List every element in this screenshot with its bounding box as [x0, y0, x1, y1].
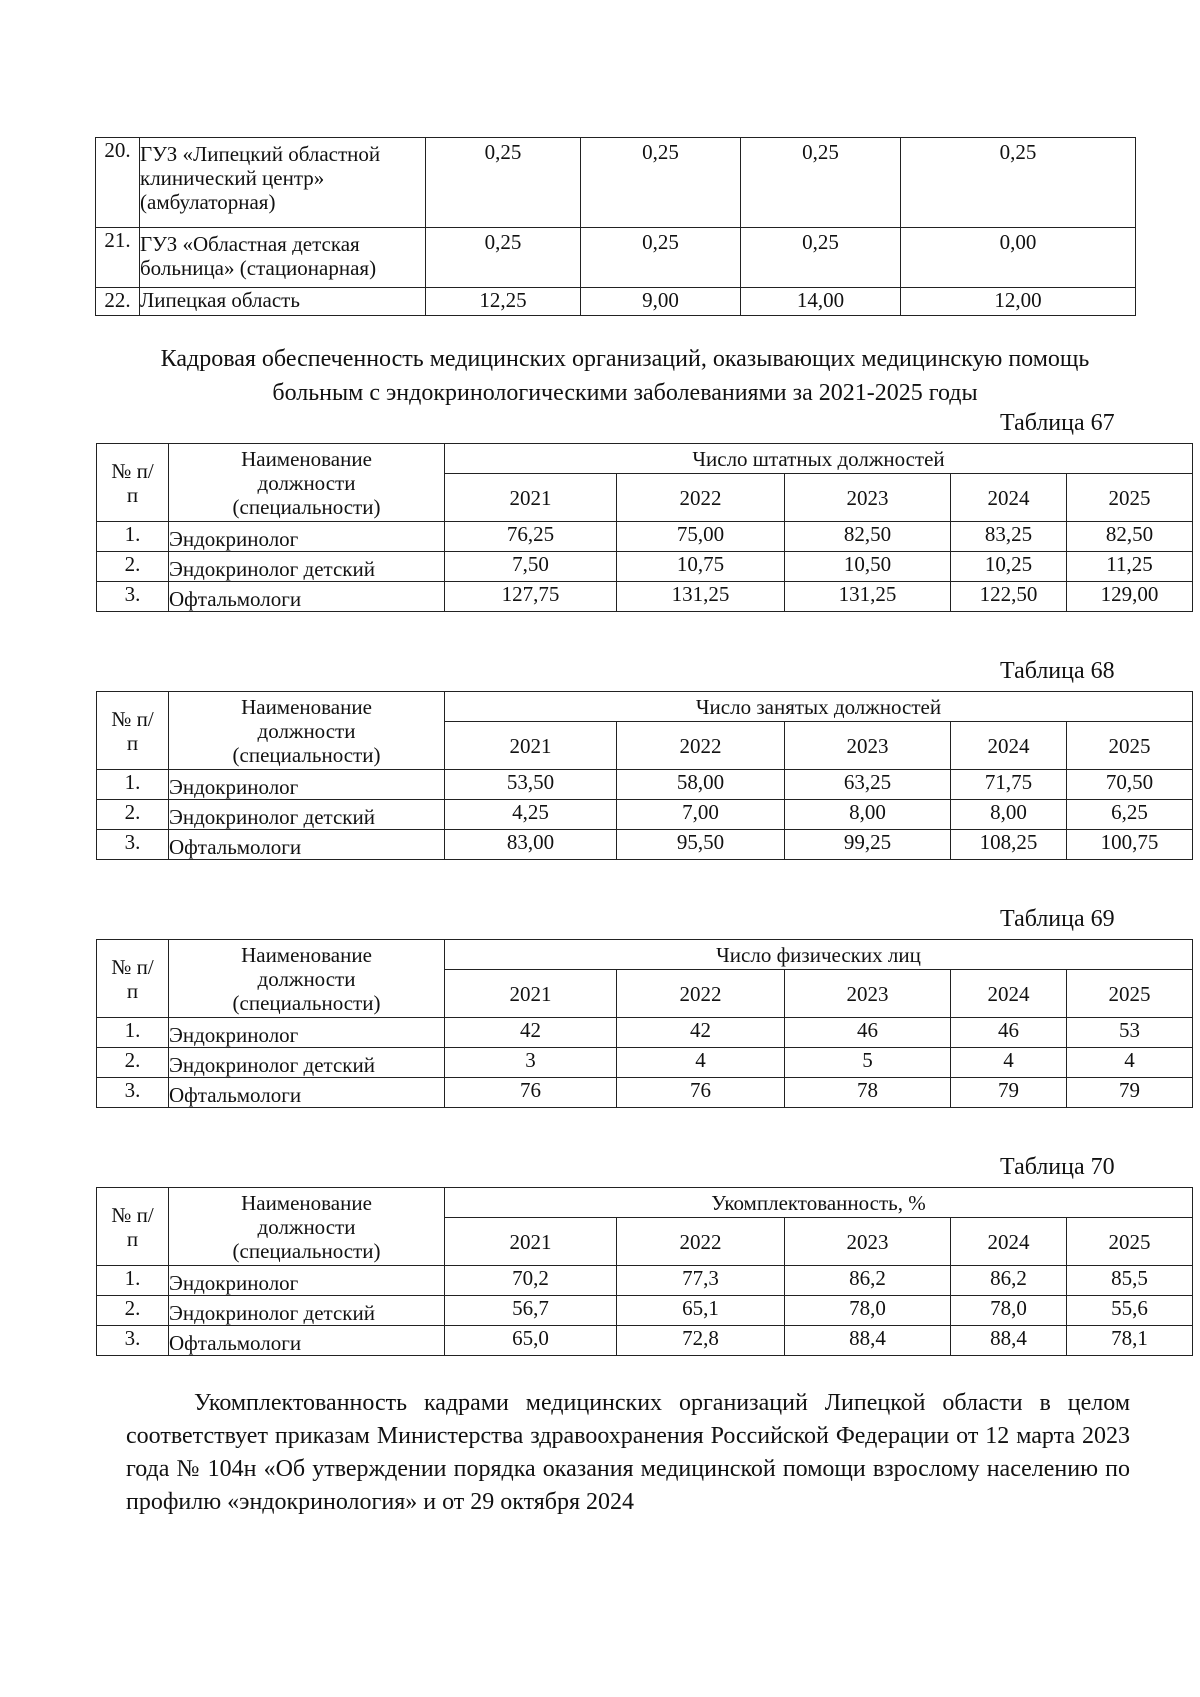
- table-row: [97, 582, 1193, 612]
- column-group-header: Число штатных должностей: [445, 444, 1193, 474]
- cell-value: 78,0: [951, 1296, 1067, 1326]
- cell-value: 65,0: [445, 1326, 617, 1356]
- cell-value: 9,00: [581, 288, 741, 316]
- cell-value: 12,00: [901, 288, 1136, 316]
- cell-value: 100,75: [1067, 830, 1193, 860]
- column-header-number: № п/п: [97, 1188, 169, 1266]
- column-header-position: Наименование должности (специальности): [169, 940, 445, 1018]
- staffing-table: [96, 1187, 1193, 1356]
- cell-value: 7,00: [617, 800, 785, 830]
- row-number: 3.: [97, 1078, 169, 1108]
- cell-value: 4,25: [445, 800, 617, 830]
- row-number: 1.: [97, 770, 169, 800]
- staffing-table: [96, 443, 1193, 612]
- position-name: Офтальмологи: [169, 830, 445, 860]
- header-row: [97, 444, 1193, 474]
- cell-value: 85,5: [1067, 1266, 1193, 1296]
- cell-value: 122,50: [951, 582, 1067, 612]
- cell-value: 10,25: [951, 552, 1067, 582]
- cell-value: 0,00: [901, 228, 1136, 288]
- cell-value: 46: [951, 1018, 1067, 1048]
- row-number: 2.: [97, 800, 169, 830]
- table-caption: Таблица 67: [1000, 410, 1115, 436]
- year-header: 2021: [445, 474, 617, 522]
- cell-value: 0,25: [426, 138, 581, 228]
- year-header: 2024: [951, 970, 1067, 1018]
- cell-value: 72,8: [617, 1326, 785, 1356]
- column-header-position: Наименование должности (специальности): [169, 444, 445, 522]
- row-number: 21.: [96, 228, 140, 288]
- row-number: 3.: [97, 582, 169, 612]
- cell-value: 88,4: [785, 1326, 951, 1356]
- position-name: Эндокринолог: [169, 1018, 445, 1048]
- year-header: 2024: [951, 722, 1067, 770]
- cell-value: 0,25: [741, 138, 901, 228]
- position-name: Эндокринолог: [169, 1266, 445, 1296]
- column-group-header: Число физических лиц: [445, 940, 1193, 970]
- table-row: [97, 1078, 1193, 1108]
- cell-value: 4: [617, 1048, 785, 1078]
- cell-value: 14,00: [741, 288, 901, 316]
- table-row: [96, 228, 1136, 288]
- cell-value: 76,25: [445, 522, 617, 552]
- row-number: 2.: [97, 1048, 169, 1078]
- cell-value: 82,50: [1067, 522, 1193, 552]
- cell-value: 8,00: [951, 800, 1067, 830]
- cell-value: 4: [1067, 1048, 1193, 1078]
- cell-value: 0,25: [581, 138, 741, 228]
- position-name: Эндокринолог детский: [169, 552, 445, 582]
- cell-value: 95,50: [617, 830, 785, 860]
- table-row: [97, 1326, 1193, 1356]
- cell-value: 71,75: [951, 770, 1067, 800]
- position-name: Офтальмологи: [169, 1078, 445, 1108]
- year-header: 2021: [445, 970, 617, 1018]
- year-header: 2024: [951, 1218, 1067, 1266]
- cell-value: 58,00: [617, 770, 785, 800]
- cell-value: 46: [785, 1018, 951, 1048]
- staffing-table: [96, 691, 1193, 860]
- cell-value: 79: [1067, 1078, 1193, 1108]
- table-caption: Таблица 69: [1000, 906, 1115, 932]
- header-row: [97, 940, 1193, 970]
- organization-name: Липецкая область: [140, 288, 426, 316]
- cell-value: 78: [785, 1078, 951, 1108]
- year-header: 2025: [1067, 1218, 1193, 1266]
- row-number: 22.: [96, 288, 140, 316]
- table-row: [97, 522, 1193, 552]
- organization-name: ГУЗ «Липецкий областной клинический центр» (амбулаторная): [140, 138, 426, 228]
- cell-value: 11,25: [1067, 552, 1193, 582]
- cell-value: 86,2: [951, 1266, 1067, 1296]
- position-name: Эндокринолог детский: [169, 800, 445, 830]
- row-number: 2.: [97, 552, 169, 582]
- body-paragraph: Укомплектованность кадрами медицинских организаций Липецкой области в целом соответствует приказам Министерства здравоохранения Российской Федерации от 12 марта 2023 года № 104н «Об утверждении порядка оказания медицинской помощи взрослому населению по профилю «эндокринология» и от 29 октября 2024: [126, 1390, 1130, 1515]
- row-number: 1.: [97, 1266, 169, 1296]
- cell-value: 4: [951, 1048, 1067, 1078]
- year-header: 2021: [445, 1218, 617, 1266]
- year-header: 2024: [951, 474, 1067, 522]
- cell-value: 131,25: [785, 582, 951, 612]
- cell-value: 8,00: [785, 800, 951, 830]
- table-row: [97, 1296, 1193, 1326]
- year-header: 2025: [1067, 722, 1193, 770]
- column-header-number: № п/п: [97, 692, 169, 770]
- table-row: [97, 552, 1193, 582]
- row-number: 3.: [97, 1326, 169, 1356]
- year-header: 2022: [617, 474, 785, 522]
- column-header-position: Наименование должности (специальности): [169, 1188, 445, 1266]
- cell-value: 77,3: [617, 1266, 785, 1296]
- section-heading: Кадровая обеспеченность медицинских организаций, оказывающих медицинскую помощь больным с эндокринологическими заболеваниями за 2021-2025 годы: [160, 346, 1090, 406]
- cell-value: 70,2: [445, 1266, 617, 1296]
- cell-value: 0,25: [901, 138, 1136, 228]
- cell-value: 0,25: [741, 228, 901, 288]
- year-header: 2021: [445, 722, 617, 770]
- cell-value: 131,25: [617, 582, 785, 612]
- cell-value: 86,2: [785, 1266, 951, 1296]
- cell-value: 76: [617, 1078, 785, 1108]
- cell-value: 129,00: [1067, 582, 1193, 612]
- header-row: [97, 1188, 1193, 1218]
- cell-value: 10,50: [785, 552, 951, 582]
- cell-value: 10,75: [617, 552, 785, 582]
- cell-value: 63,25: [785, 770, 951, 800]
- row-number: 20.: [96, 138, 140, 228]
- row-number: 2.: [97, 1296, 169, 1326]
- column-header-position: Наименование должности (специальности): [169, 692, 445, 770]
- year-header: 2022: [617, 1218, 785, 1266]
- table-caption: Таблица 68: [1000, 658, 1115, 684]
- cell-value: 65,1: [617, 1296, 785, 1326]
- cell-value: 56,7: [445, 1296, 617, 1326]
- cell-value: 83,25: [951, 522, 1067, 552]
- cell-value: 76: [445, 1078, 617, 1108]
- staffing-table: [96, 939, 1193, 1108]
- cell-value: 55,6: [1067, 1296, 1193, 1326]
- table-row: [97, 770, 1193, 800]
- table-row: [97, 830, 1193, 860]
- position-name: Офтальмологи: [169, 582, 445, 612]
- cell-value: 82,50: [785, 522, 951, 552]
- column-group-header: Число занятых должностей: [445, 692, 1193, 722]
- cell-value: 6,25: [1067, 800, 1193, 830]
- year-header: 2023: [785, 474, 951, 522]
- cell-value: 70,50: [1067, 770, 1193, 800]
- column-group-header: Укомплектованность, %: [445, 1188, 1193, 1218]
- position-name: Эндокринолог: [169, 770, 445, 800]
- cell-value: 0,25: [581, 228, 741, 288]
- table-row: [97, 1048, 1193, 1078]
- organization-name: ГУЗ «Областная детская больница» (стационарная): [140, 228, 426, 288]
- cell-value: 75,00: [617, 522, 785, 552]
- column-header-number: № п/п: [97, 940, 169, 1018]
- year-header: 2023: [785, 1218, 951, 1266]
- cell-value: 108,25: [951, 830, 1067, 860]
- header-row: [97, 692, 1193, 722]
- row-number: 1.: [97, 522, 169, 552]
- position-name: Эндокринолог детский: [169, 1048, 445, 1078]
- table-row: [97, 800, 1193, 830]
- row-number: 1.: [97, 1018, 169, 1048]
- cell-value: 42: [445, 1018, 617, 1048]
- year-header: 2023: [785, 970, 951, 1018]
- table-row: [96, 288, 1136, 316]
- cell-value: 78,1: [1067, 1326, 1193, 1356]
- year-header: 2025: [1067, 970, 1193, 1018]
- cell-value: 12,25: [426, 288, 581, 316]
- year-header: 2025: [1067, 474, 1193, 522]
- cell-value: 78,0: [785, 1296, 951, 1326]
- position-name: Офтальмологи: [169, 1326, 445, 1356]
- table-row: [97, 1266, 1193, 1296]
- position-name: Эндокринолог детский: [169, 1296, 445, 1326]
- year-header: 2022: [617, 722, 785, 770]
- cell-value: 83,00: [445, 830, 617, 860]
- table-caption: Таблица 70: [1000, 1154, 1115, 1180]
- year-header: 2023: [785, 722, 951, 770]
- cell-value: 53,50: [445, 770, 617, 800]
- year-header: 2022: [617, 970, 785, 1018]
- continuation-table: [95, 137, 1136, 316]
- cell-value: 79: [951, 1078, 1067, 1108]
- table-row: [97, 1018, 1193, 1048]
- table-row: [96, 138, 1136, 228]
- cell-value: 3: [445, 1048, 617, 1078]
- cell-value: 99,25: [785, 830, 951, 860]
- cell-value: 42: [617, 1018, 785, 1048]
- cell-value: 88,4: [951, 1326, 1067, 1356]
- cell-value: 127,75: [445, 582, 617, 612]
- column-header-number: № п/п: [97, 444, 169, 522]
- cell-value: 7,50: [445, 552, 617, 582]
- cell-value: 0,25: [426, 228, 581, 288]
- position-name: Эндокринолог: [169, 522, 445, 552]
- cell-value: 53: [1067, 1018, 1193, 1048]
- cell-value: 5: [785, 1048, 951, 1078]
- row-number: 3.: [97, 830, 169, 860]
